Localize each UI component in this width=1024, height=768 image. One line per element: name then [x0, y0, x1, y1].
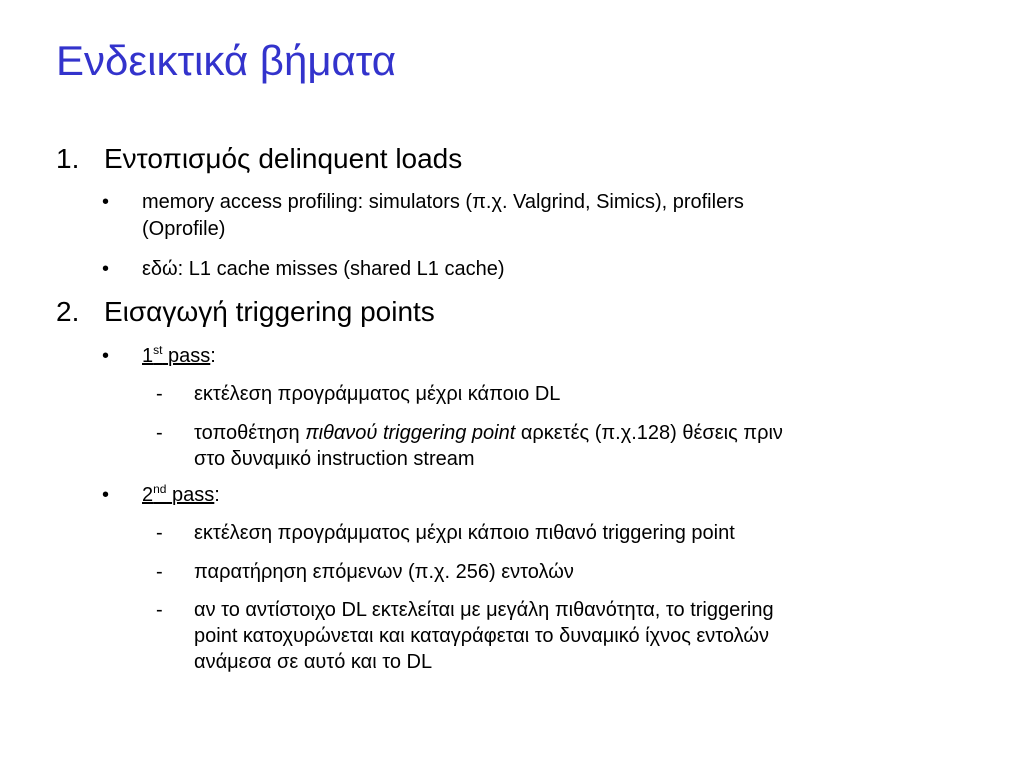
bullet-profiling-line1: memory access profiling: simulators (π.χ. Valgrind, Simics), profilers [142, 191, 744, 213]
first-pass-colon: : [210, 345, 216, 367]
first-pass-item-2-line1 [194, 420, 984, 446]
first-pass-item-2-post: αρκετές (π.χ.128) θέσεις πριν [515, 422, 783, 444]
dash-icon: - [156, 522, 163, 544]
bullet-l1-misses-text: εδώ: L1 cache misses (shared L1 cache) [142, 258, 505, 280]
bullet-icon: • [102, 345, 110, 367]
step-1 [56, 143, 462, 175]
bullet-profiling-line2: (Oprofile) [142, 218, 226, 240]
first-pass-ordinal: 1 [142, 345, 154, 367]
second-pass-item-3-line1: αν το αντίστοιχο DL εκτελείται με μεγάλη πιθανότητα, το triggering [194, 599, 774, 621]
first-pass-suffix: st [153, 343, 163, 357]
bullet-icon: • [102, 258, 110, 280]
bullet-icon: • [102, 484, 110, 506]
dash-icon: - [156, 422, 163, 444]
first-pass-item-2-italic: πιθανού triggering point [305, 422, 516, 444]
second-pass-item-3-line3: ανάμεσα σε αυτό και το DL [194, 651, 433, 673]
dash-icon: - [156, 599, 163, 621]
step-1-text: Εντοπισμός delinquent loads [104, 143, 463, 174]
step-2-number: 2. [56, 296, 80, 327]
slide-title: Ενδεικτικά βήματα [56, 37, 397, 84]
second-pass-item-1-text: εκτέλεση προγράμματος μέχρι κάποιο πιθανό triggering point [194, 522, 735, 544]
step-2 [56, 296, 435, 328]
first-pass-label [142, 343, 216, 369]
step-2-text: Εισαγωγή triggering points [104, 296, 435, 327]
first-pass-item-2-pre: τοποθέτηση [194, 422, 306, 444]
first-pass-item-1-text: εκτέλεση προγράμματος μέχρι κάποιο DL [194, 383, 561, 405]
second-pass-ordinal: 2 [142, 484, 154, 506]
second-pass-label [142, 482, 220, 508]
dash-icon: - [156, 383, 163, 405]
first-pass-word: pass [168, 345, 211, 367]
step-1-number: 1. [56, 143, 80, 174]
bullet-icon: • [102, 191, 110, 213]
second-pass-colon: : [214, 484, 220, 506]
second-pass-item-3-line2: point κατοχυρώνεται και καταγράφεται το δυναμικό ίχνος εντολών [194, 625, 769, 647]
second-pass-suffix: nd [153, 482, 167, 496]
first-pass-item-2-line2: στο δυναμικό instruction stream [194, 448, 475, 470]
second-pass-item-2-text: παρατήρηση επόμενων (π.χ. 256) εντολών [194, 561, 574, 583]
second-pass-word: pass [172, 484, 215, 506]
dash-icon: - [156, 561, 163, 583]
